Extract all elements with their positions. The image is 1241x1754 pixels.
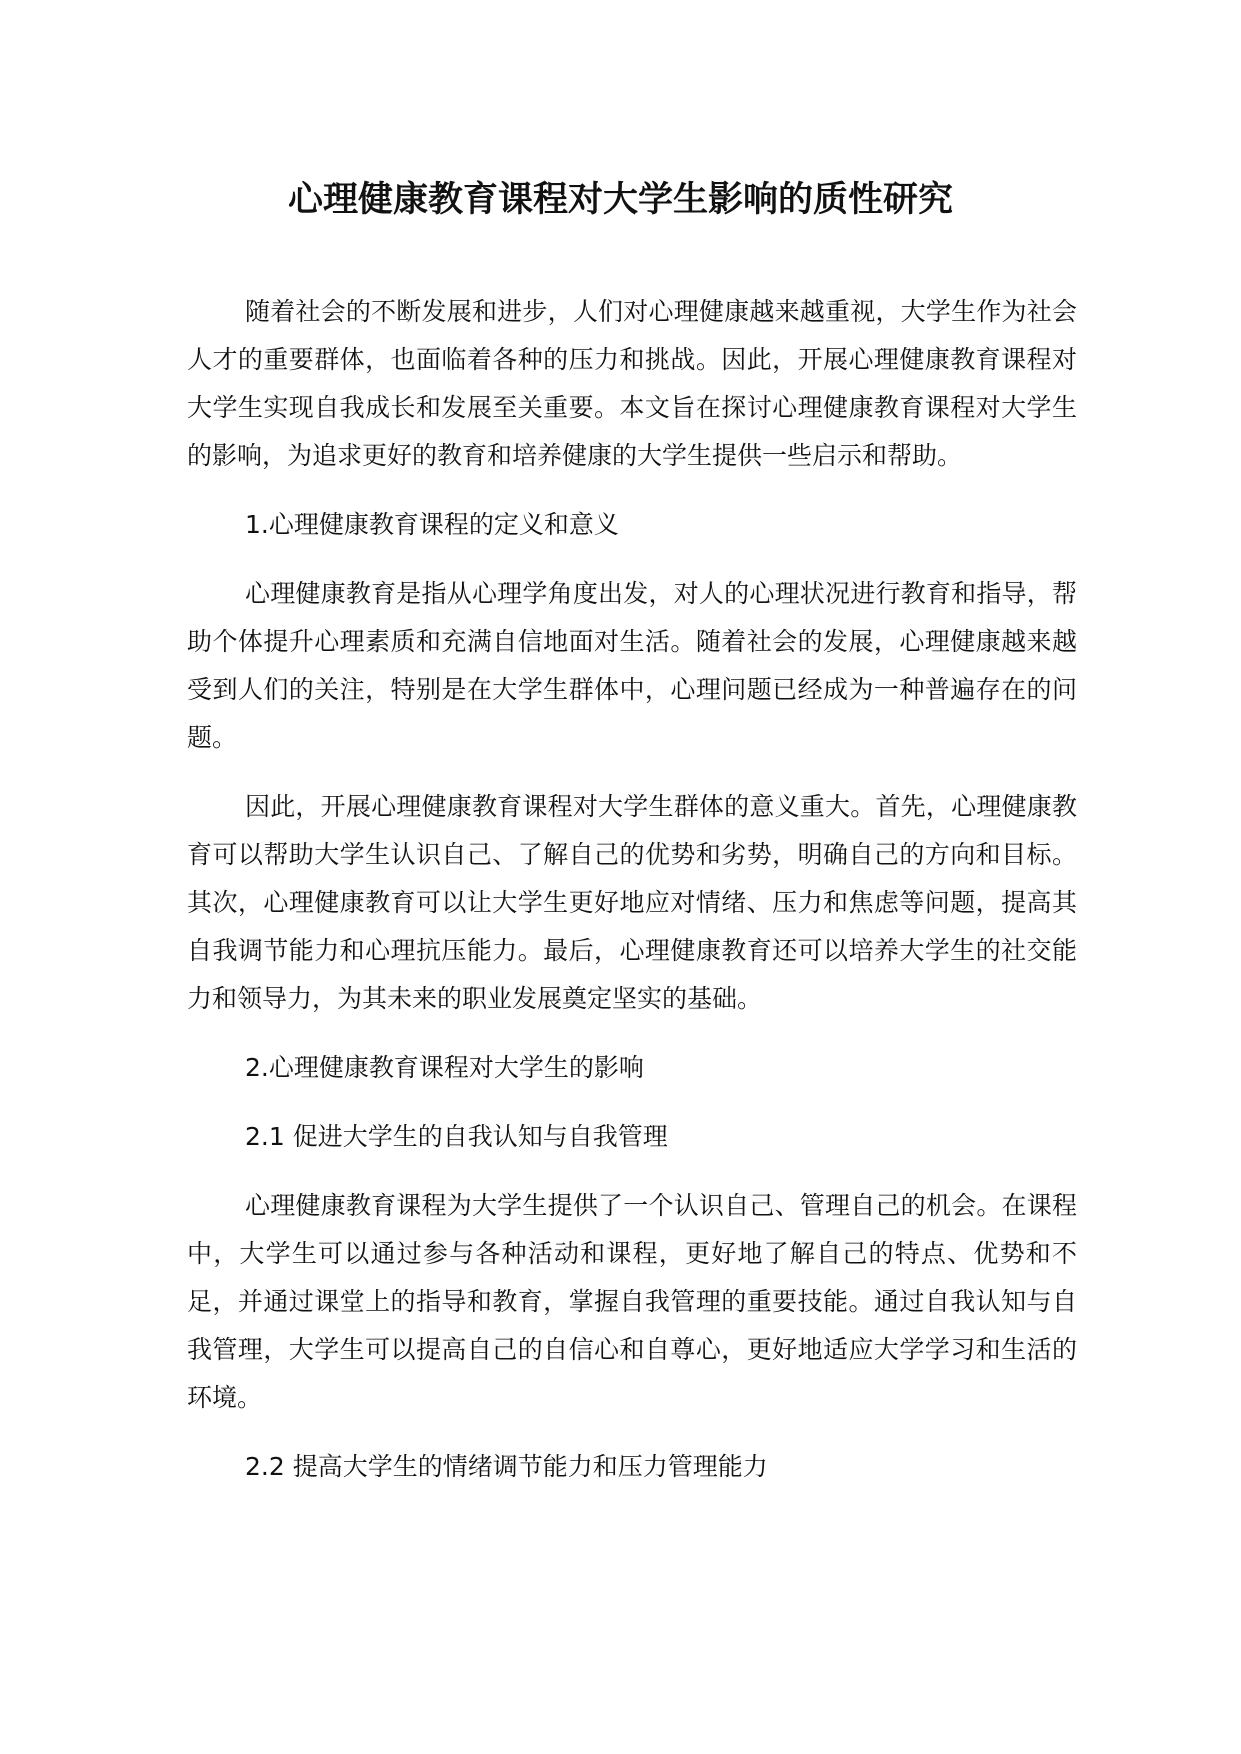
- subsection-2-1-paragraph: 心理健康教育课程为大学生提供了一个认识自己、管理自己的机会。在课程中，大学生可以通过参与各种活动和课程，更好地了解自己的特点、优势和不足，并通过课堂上的指导和教育，掌握自我管理的重要技能。通过自我认知与自我管理，大学生可以提高自己的自信心和自尊心，更好地适应大学学习和生活的环境。: [187, 1191, 1077, 1412]
- section-1-paragraph-2: 因此，开展心理健康教育课程对大学生群体的意义重大。首先，心理健康教育可以帮助大学生认识自己、了解自己的优势和劣势，明确自己的方向和目标。其次，心理健康教育可以让大学生更好地应对情绪、压力和焦虑等问题，提高其自我调节能力和心理抗压能力。最后，心理健康教育还可以培养大学生的社交能力和领导力，为其未来的职业发展奠定坚实的基础。: [187, 792, 1077, 1013]
- subsection-heading-2-2: 2.2 提高大学生的情绪调节能力和压力管理能力: [245, 1452, 768, 1481]
- intro-paragraph: 随着社会的不断发展和进步，人们对心理健康越来越重视，大学生作为社会人才的重要群体，也面临着各种的压力和挑战。因此，开展心理健康教育课程对大学生实现自我成长和发展至关重要。本文旨在探讨心理健康教育课程对大学生的影响，为追求更好的教育和培养健康的大学生提供一些启示和帮助。: [187, 297, 1077, 470]
- document-body: [187, 288, 1077, 1512]
- section-1-paragraph-1: 心理健康教育是指从心理学角度出发，对人的心理状况进行教育和指导，帮助个体提升心理素质和充满自信地面对生活。随着社会的发展，心理健康越来越受到人们的关注，特别是在大学生群体中，心理问题已经成为一种普遍存在的问题。: [187, 579, 1077, 752]
- section-heading-2: 2.心理健康教育课程对大学生的影响: [245, 1053, 644, 1082]
- section-heading-1: 1.心理健康教育课程的定义和意义: [245, 510, 619, 539]
- document-title: 心理健康教育课程对大学生影响的质性研究: [287, 180, 953, 220]
- subsection-heading-2-1: 2.1 促进大学生的自我认知与自我管理: [245, 1122, 668, 1151]
